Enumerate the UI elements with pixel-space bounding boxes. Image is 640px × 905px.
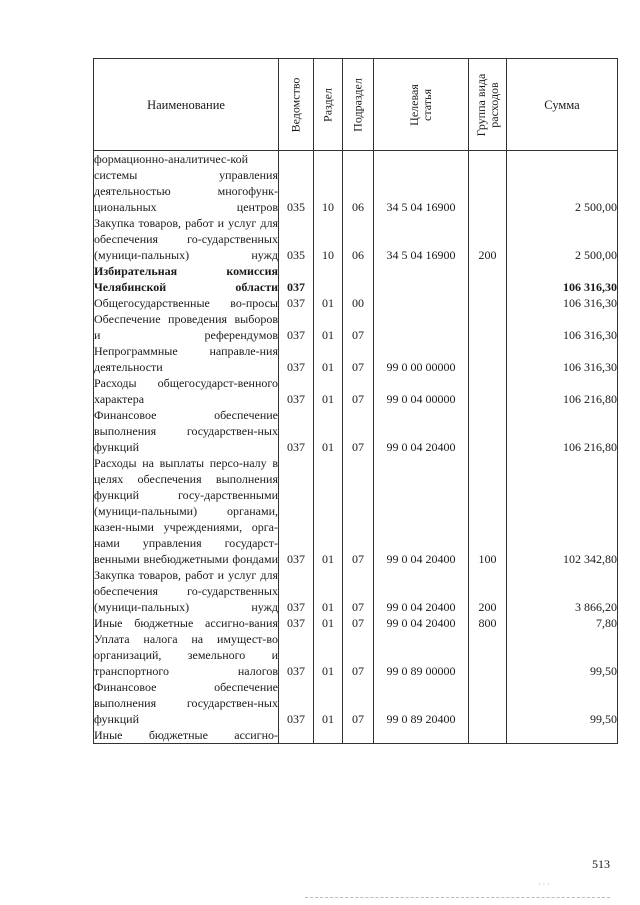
header-podrazdel-label: Подраздел bbox=[350, 77, 365, 132]
cell-sum: 102 342,80 bbox=[507, 455, 618, 567]
cell-sum: 2 500,00 bbox=[507, 215, 618, 263]
cell-name: формационно-аналитичес-кой системы управления деятельностью многофунк-циональных центров bbox=[94, 152, 278, 214]
scan-noise: · · · bbox=[538, 880, 550, 889]
cell-vedomstvo: 037 bbox=[279, 407, 314, 455]
cell-target: 99 0 89 00000 bbox=[374, 631, 469, 679]
cell-sum: 99,50 bbox=[507, 679, 618, 727]
cell-name: Закупка товаров, работ и услуг для обеспечения го-сударственных (муници-пальных) нужд bbox=[94, 568, 278, 614]
table-row bbox=[94, 615, 618, 631]
table-row bbox=[94, 215, 618, 263]
cell-vedomstvo: 037 bbox=[279, 311, 314, 343]
cell-name: Уплата налога на имущест-во организаций, земельного и транспортного налогов bbox=[94, 632, 278, 678]
table-row bbox=[94, 343, 618, 375]
cell-group bbox=[469, 679, 507, 727]
table-body bbox=[94, 151, 618, 744]
cell-podrazdel: 07 bbox=[343, 343, 374, 375]
cell-target bbox=[374, 311, 469, 343]
cell-name: Непрограммные направле-ния деятельности bbox=[94, 344, 278, 374]
header-sum: Сумма bbox=[507, 59, 618, 151]
header-group bbox=[469, 59, 507, 151]
cell-razdel: 01 bbox=[314, 679, 343, 727]
header-target-label: Целевая статья bbox=[407, 83, 434, 126]
cell-podrazdel: 06 bbox=[343, 151, 374, 216]
cell-group bbox=[469, 343, 507, 375]
cell-target: 99 0 00 00000 bbox=[374, 343, 469, 375]
cell-podrazdel: 07 bbox=[343, 615, 374, 631]
cell-target: 99 0 04 20400 bbox=[374, 615, 469, 631]
cell-vedomstvo: 035 bbox=[279, 215, 314, 263]
cell-target: 34 5 04 16900 bbox=[374, 215, 469, 263]
cell-target: 34 5 04 16900 bbox=[374, 151, 469, 216]
cell-podrazdel: 07 bbox=[343, 311, 374, 343]
table-row bbox=[94, 727, 618, 744]
cell-sum: 106 316,30 bbox=[507, 295, 618, 311]
cell-vedomstvo: 037 bbox=[279, 263, 314, 295]
budget-table bbox=[93, 58, 618, 744]
table-row bbox=[94, 567, 618, 615]
cell-razdel bbox=[314, 727, 343, 744]
cell-vedomstvo: 037 bbox=[279, 567, 314, 615]
table-row bbox=[94, 679, 618, 727]
cell-sum: 106 316,30 bbox=[507, 343, 618, 375]
cell-sum: 99,50 bbox=[507, 631, 618, 679]
cell-name: Обеспечение проведения выборов и референдумов bbox=[94, 312, 278, 342]
cell-sum bbox=[507, 727, 618, 744]
cell-target: 99 0 04 20400 bbox=[374, 455, 469, 567]
cell-razdel: 01 bbox=[314, 375, 343, 407]
cell-group bbox=[469, 407, 507, 455]
cell-group bbox=[469, 631, 507, 679]
cell-vedomstvo: 037 bbox=[279, 679, 314, 727]
cell-group: 100 bbox=[469, 455, 507, 567]
header-podrazdel bbox=[343, 59, 374, 151]
cell-group: 800 bbox=[469, 615, 507, 631]
cell-group bbox=[469, 151, 507, 216]
cell-group: 200 bbox=[469, 215, 507, 263]
header-target bbox=[374, 59, 469, 151]
cell-sum: 3 866,20 bbox=[507, 567, 618, 615]
cell-name: Расходы общегосударст-венного характера bbox=[94, 376, 278, 406]
cell-group bbox=[469, 295, 507, 311]
table-row bbox=[94, 631, 618, 679]
cell-sum: 7,80 bbox=[507, 615, 618, 631]
cell-podrazdel: 07 bbox=[343, 679, 374, 727]
header-razdel-label: Раздел bbox=[320, 87, 335, 122]
cell-razdel: 01 bbox=[314, 631, 343, 679]
cell-group bbox=[469, 263, 507, 295]
cell-name: Расходы на выплаты персо-налу в целях обеспечения выполнения функций госу-дарственными (муници-пальными) органами, казен-ными учреждениями, орга-нами управления государст-венными внебюджетными фондами bbox=[94, 456, 278, 566]
header-name: Наименование bbox=[94, 59, 279, 151]
page-number: 513 bbox=[592, 857, 610, 871]
cell-target: 99 0 04 00000 bbox=[374, 375, 469, 407]
cell-name: Иные бюджетные ассигно- bbox=[94, 728, 278, 742]
cell-razdel: 10 bbox=[314, 215, 343, 263]
cell-target bbox=[374, 263, 469, 295]
table-header-row bbox=[94, 59, 618, 151]
table-row bbox=[94, 375, 618, 407]
cell-name: Финансовое обеспечение выполнения государствен-ных функций bbox=[94, 408, 278, 454]
cell-vedomstvo: 037 bbox=[279, 375, 314, 407]
cell-group: 200 bbox=[469, 567, 507, 615]
cell-podrazdel: 07 bbox=[343, 375, 374, 407]
cell-podrazdel bbox=[343, 727, 374, 744]
cell-podrazdel bbox=[343, 263, 374, 295]
cell-razdel: 01 bbox=[314, 343, 343, 375]
cell-name: Закупка товаров, работ и услуг для обеспечения го-сударственных (муници-пальных) нужд bbox=[94, 216, 278, 262]
cell-vedomstvo bbox=[279, 727, 314, 744]
cell-sum: 106 316,30 bbox=[507, 263, 618, 295]
cell-vedomstvo: 037 bbox=[279, 343, 314, 375]
cell-vedomstvo: 037 bbox=[279, 295, 314, 311]
cell-target: 99 0 04 20400 bbox=[374, 407, 469, 455]
cell-podrazdel: 07 bbox=[343, 567, 374, 615]
cell-name: Иные бюджетные ассигно-вания bbox=[94, 616, 278, 630]
cell-razdel: 01 bbox=[314, 407, 343, 455]
cell-name: Финансовое обеспечение выполнения государствен-ных функций bbox=[94, 680, 278, 726]
cell-razdel bbox=[314, 263, 343, 295]
cell-razdel: 10 bbox=[314, 151, 343, 216]
table-row bbox=[94, 151, 618, 216]
cell-vedomstvo: 037 bbox=[279, 631, 314, 679]
cell-group bbox=[469, 311, 507, 343]
cell-vedomstvo: 037 bbox=[279, 615, 314, 631]
cell-sum: 106 316,30 bbox=[507, 311, 618, 343]
cell-vedomstvo: 035 bbox=[279, 151, 314, 216]
cell-sum: 2 500,00 bbox=[507, 151, 618, 216]
cell-razdel: 01 bbox=[314, 455, 343, 567]
cell-group bbox=[469, 727, 507, 744]
header-vedomstvo-label: Ведомство bbox=[288, 77, 303, 132]
table-row bbox=[94, 263, 618, 295]
cell-razdel: 01 bbox=[314, 311, 343, 343]
header-group-label: Группа вида расходов bbox=[473, 73, 501, 136]
cell-group bbox=[469, 375, 507, 407]
cell-razdel: 01 bbox=[314, 567, 343, 615]
cell-sum: 106 216,80 bbox=[507, 407, 618, 455]
header-vedomstvo bbox=[279, 59, 314, 151]
cell-target: 99 0 89 20400 bbox=[374, 679, 469, 727]
cell-sum: 106 216,80 bbox=[507, 375, 618, 407]
cell-podrazdel: 07 bbox=[343, 455, 374, 567]
footer-line bbox=[305, 897, 610, 898]
table-row bbox=[94, 295, 618, 311]
cell-target bbox=[374, 295, 469, 311]
cell-name: Общегосударственные во-просы bbox=[94, 296, 278, 310]
cell-target: 99 0 04 20400 bbox=[374, 567, 469, 615]
cell-razdel: 01 bbox=[314, 295, 343, 311]
cell-podrazdel: 07 bbox=[343, 631, 374, 679]
header-razdel bbox=[314, 59, 343, 151]
cell-target bbox=[374, 727, 469, 744]
table-row bbox=[94, 311, 618, 343]
cell-vedomstvo: 037 bbox=[279, 455, 314, 567]
table-row bbox=[94, 407, 618, 455]
table-row bbox=[94, 455, 618, 567]
cell-name: Избирательная комиссия Челябинской области bbox=[94, 264, 278, 294]
cell-podrazdel: 06 bbox=[343, 215, 374, 263]
cell-podrazdel: 00 bbox=[343, 295, 374, 311]
cell-razdel: 01 bbox=[314, 615, 343, 631]
cell-podrazdel: 07 bbox=[343, 407, 374, 455]
